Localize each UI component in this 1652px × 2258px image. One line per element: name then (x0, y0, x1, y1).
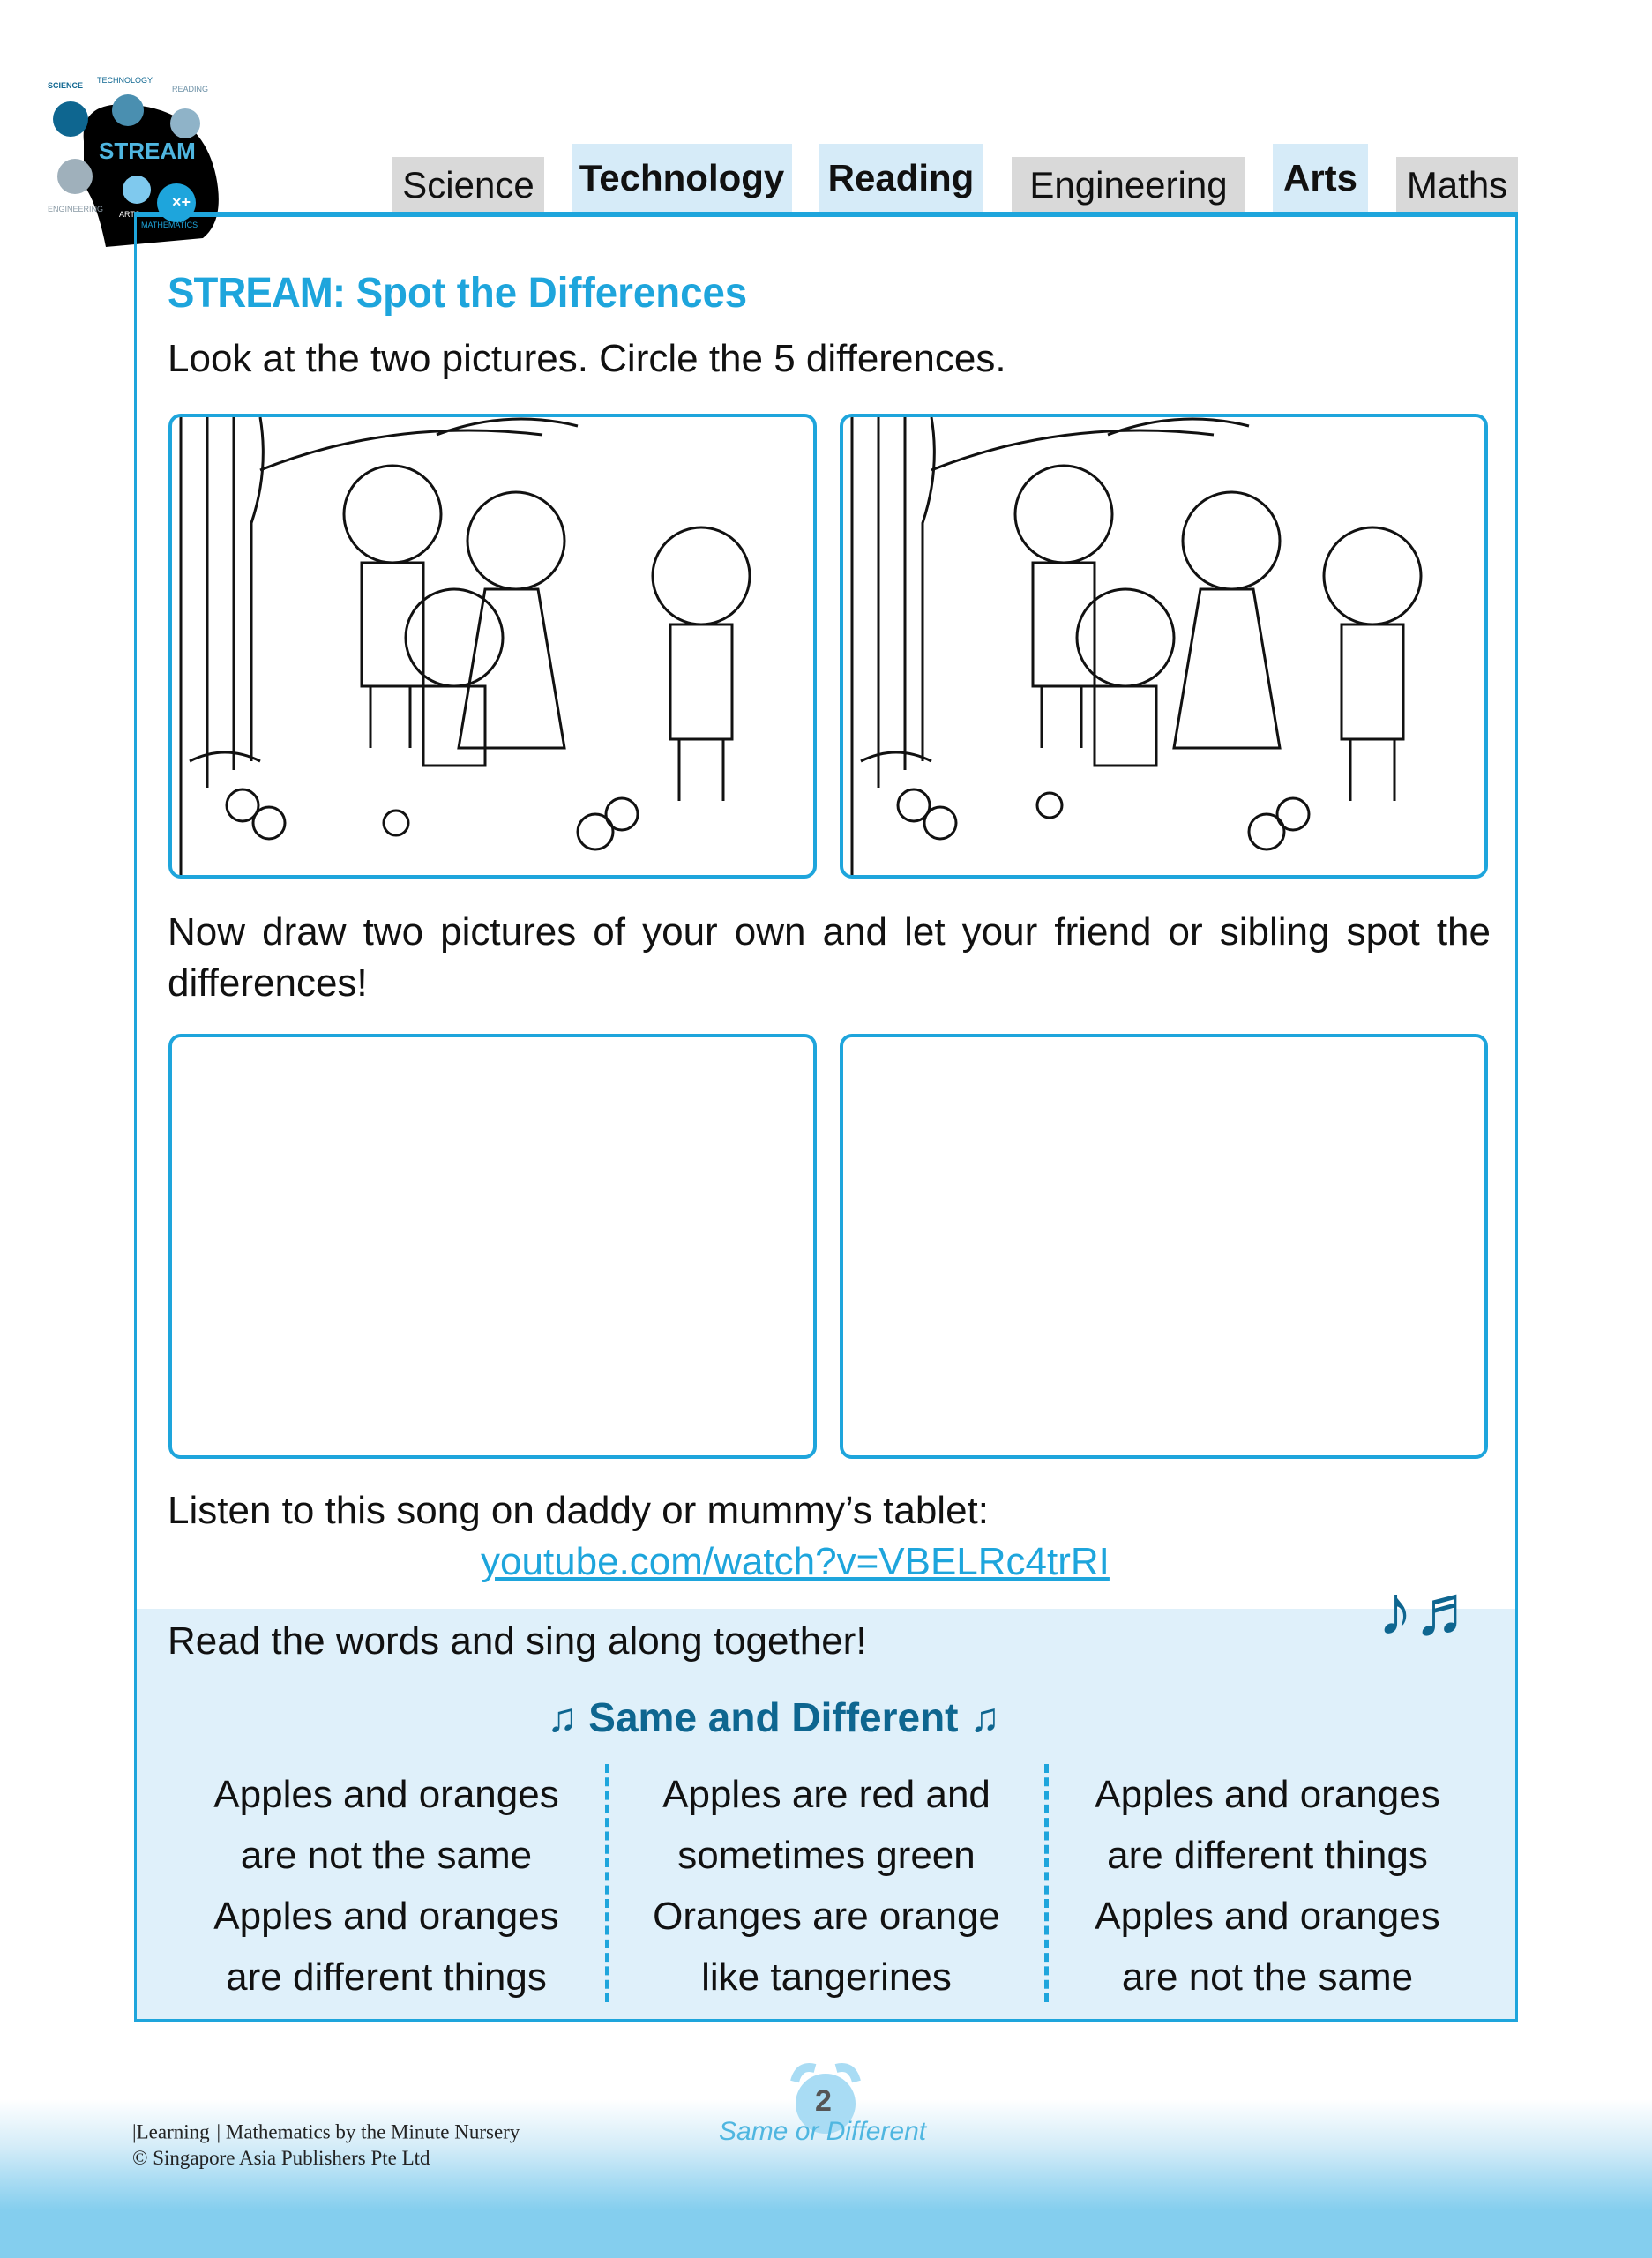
logo-label: ENGINEERING (48, 205, 104, 213)
music-notes-icon: ♪♬ (1378, 1571, 1484, 1649)
footer-brand: |Learning (132, 2120, 210, 2143)
tab-science[interactable] (392, 157, 544, 212)
footer-credits (132, 2115, 520, 2171)
tab-label: Arts (1282, 157, 1358, 198)
page-title (168, 269, 747, 318)
drawing-area-right[interactable] (840, 1034, 1488, 1459)
lyric-line: Apples and oranges (1095, 1773, 1440, 1816)
spot-difference-picture-right[interactable] (840, 414, 1488, 879)
footer-line-1 (132, 2115, 520, 2145)
song-title-row (547, 1694, 1000, 1741)
lyric-line: are not the same (1121, 1955, 1414, 1999)
title-prefix: STREAM: (168, 270, 346, 317)
lyrics-column-3 (1051, 1764, 1484, 2008)
lyric-line: like tangerines (701, 1955, 952, 1999)
draw-instruction: Now draw two pictures of your own and let your friend or sibling spot the differences! (168, 910, 1491, 1005)
lyric-line: Oranges are orange (653, 1895, 1000, 1938)
logo-label: MATHEMATICS (141, 221, 198, 229)
logo-text: STREAM (99, 138, 196, 164)
title-text: Spot the Differences (355, 270, 748, 317)
page-number: 2 (815, 2084, 832, 2118)
lyric-line: Apples and oranges (1095, 1895, 1440, 1938)
logo-label: ARTS (119, 210, 140, 219)
youtube-link[interactable]: youtube.com/watch?v=VBELRc4trRI (481, 1540, 1110, 1583)
lyrics-column-2 (610, 1764, 1043, 2008)
chapter-title: Same or Different (719, 2117, 927, 2146)
drawing-area-left[interactable] (168, 1034, 817, 1459)
lyric-line: sometimes green (677, 1834, 976, 1877)
lyric-line: are not the same (240, 1834, 533, 1877)
column-divider (605, 1764, 609, 2002)
tab-label: Maths (1406, 164, 1508, 206)
logo-label: TECHNOLOGY (97, 76, 153, 85)
footer-line-2: © Singapore Asia Publishers Pte Ltd (132, 2146, 430, 2169)
instruction: Look at the two pictures. Circle the 5 differences. (168, 337, 1006, 380)
lyric-line: Apples and oranges (213, 1773, 559, 1816)
tab-label: Reading (827, 157, 975, 198)
lyric-line: Apples are red and (662, 1773, 990, 1816)
tab-label: Technology (579, 157, 785, 198)
lyric-line: are different things (226, 1955, 547, 1999)
tab-engineering[interactable] (1012, 157, 1245, 212)
lyric-line: are different things (1107, 1834, 1428, 1877)
logo-label: READING (172, 85, 209, 93)
tab-technology[interactable] (572, 144, 792, 212)
song-title: Same and Different (588, 1694, 959, 1740)
footer-sup: + (209, 2121, 217, 2135)
beamed-notes-icon: ♫ (547, 1694, 578, 1740)
tab-maths[interactable] (1396, 157, 1518, 212)
spot-difference-picture-left[interactable] (168, 414, 817, 879)
logo-label: SCIENCE (48, 81, 84, 90)
tab-arts[interactable] (1273, 144, 1368, 212)
beamed-note-icon: ♫ (969, 1694, 1000, 1740)
footer-book: | Mathematics by the Minute Nursery (216, 2120, 520, 2143)
lyrics-column-1 (170, 1764, 602, 2008)
svg-text:×+: ×+ (172, 193, 191, 211)
tab-reading[interactable] (819, 144, 983, 212)
tab-label: Science (402, 164, 534, 206)
tab-label: Engineering (1029, 164, 1228, 206)
song-intro: Read the words and sing along together! (168, 1619, 867, 1663)
column-divider (1044, 1764, 1049, 2002)
lyric-line: Apples and oranges (213, 1895, 559, 1938)
listen-text: Listen to this song on daddy or mummy’s tablet: (168, 1489, 990, 1532)
